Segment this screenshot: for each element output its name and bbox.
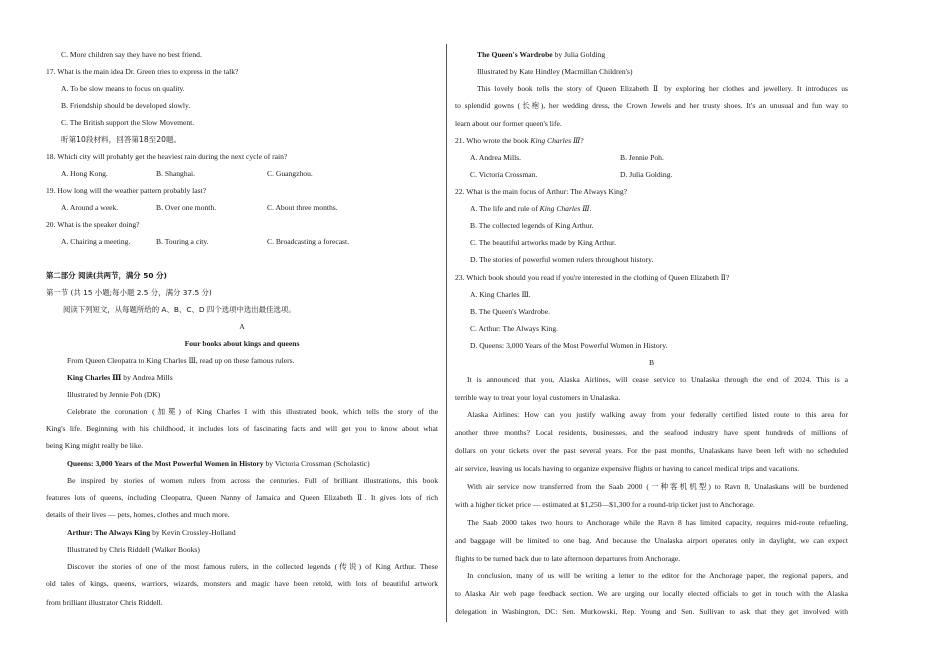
book1-line3: being King might really be like.	[46, 441, 144, 450]
book4-illustrator: Illustrated by Kate Hindley (Macmillan Children's)	[477, 67, 633, 76]
book2-title: Queens: 3,000 Years of the Most Powerful Women in History	[67, 459, 264, 468]
q20-stem: 20. What is the speaker doing?	[46, 220, 140, 229]
q22-option-b: B. The collected legends of King Arthur.	[470, 221, 594, 230]
q22-option-a-end: .	[589, 204, 592, 213]
book3-title: Arthur: The Always King	[67, 528, 151, 537]
book2-line1: Be inspired by stories of women rulers from across the centuries. Full of brilliant illustrations, this book	[67, 476, 438, 485]
q17-stem: 17. What is the main idea Dr. Green tries to express in the talk?	[46, 67, 239, 76]
book2-line2: features lots of queens, including Cleopatra, Queen Nanny of Jamaica and Queen Elizabeth Ⅱ. It gives lots of rich	[46, 493, 438, 502]
book3-line2: old tales of kings, queens, warriors, wizards, monsters and magic have been retold, with lots of beautiful artwork	[46, 579, 438, 588]
q21-stem	[455, 132, 584, 149]
q23-option-c: C. Arthur: The Always King.	[470, 324, 559, 333]
book4-line3: learn about our former queen's life.	[455, 119, 562, 128]
book4-title: The Queen's Wardrobe	[477, 50, 553, 59]
q23-option-b: B. The Queen's Wardrobe.	[470, 307, 550, 316]
q22-option-d: D. The stories of powerful women rulers throughout history.	[470, 255, 654, 264]
section1-title: 第一节 (共 15 小题;每小题 2.5 分，满分 37.5 分)	[46, 288, 212, 297]
book4-line2: to splendid gowns (长袍), her wedding dress, the Crown Jewels and her trusty shoes. It's an unusual and fun way to	[455, 101, 848, 110]
book1-author: by Andrea Mills	[121, 373, 173, 382]
q23-option-a: A. King Charles Ⅲ.	[470, 290, 531, 299]
part2-title: 第二部分 阅读(共两节，满分 50 分)	[46, 271, 167, 280]
q22-stem: 22. What is the main focus of Arthur: The Always King?	[455, 187, 628, 196]
reading-instruction: 阅读下列短文，从每题所给的 A、B、C、D 四个选项中选出最佳选项。	[63, 305, 296, 314]
q23-stem: 23. Which book should you read if you're interested in the clothing of Queen Elizabeth Ⅱ?	[455, 273, 730, 282]
book2-author: by Victoria Crossman (Scholastic)	[263, 459, 370, 468]
book3-author: by Kevin Crossley-Holland	[150, 528, 236, 537]
passage-a-title: Four books about kings and queens	[184, 339, 300, 348]
b-p5-line3: delegation in Washington, DC: Sen. Murkowski, Rep. Young and Sen. Sullivan to ask that they get involved with	[455, 607, 848, 616]
book1-title: King Charles Ⅲ	[67, 373, 122, 382]
book4-line1: This lovely book tells the story of Queen Elizabeth Ⅱ by exploring her clothes and jewellery. It introduces us	[477, 84, 848, 93]
book3-heading	[67, 524, 236, 541]
book4-author: by Julia Golding	[552, 50, 606, 59]
q21-option-a: A. Andrea Mills.	[470, 153, 522, 162]
q19-option-b: B. Over one month.	[156, 203, 217, 212]
book2-heading	[67, 455, 370, 472]
book1-line1: Celebrate the coronation (加冕) of King Charles I with this illustrated book, which tells the story of the	[67, 407, 438, 416]
b-p5-line2: to Alaska Air web page feedback section. We are urging our locally elected officials to get in touch with the Alaska	[455, 589, 848, 598]
book1-line2: King's life. Beginning with his childhood, it includes lots of fascinating facts and will get you to know about what	[46, 424, 438, 433]
book1-heading	[67, 369, 173, 386]
column-divider	[446, 44, 447, 622]
book2-line3: details of their lives — pets, homes, clothes and much more.	[46, 510, 230, 519]
q23-option-d: D. Queens: 3,000 Years of the Most Powerful Women in History.	[470, 341, 668, 350]
book1-illustrator: Illustrated by Jennie Poh (DK)	[67, 390, 161, 399]
q18-stem: 18. Which city will probably get the heaviest rain during the next cycle of rain?	[46, 152, 288, 161]
book3-illustrator: Illustrated by Chris Riddell (Walker Books)	[67, 545, 200, 554]
passage-a-intro: From Queen Cleopatra to King Charles Ⅲ, read up on these famous rulers.	[67, 356, 295, 365]
q16-option-c: C. More children say they have no best friend.	[61, 50, 202, 59]
q21-stem-text: 21. Who wrote the book	[455, 136, 531, 145]
q22-option-c: C. The beautiful artworks made by King Arthur.	[470, 238, 617, 247]
q17-option-a: A. To be slow means to focus on quality.	[61, 84, 185, 93]
q21-option-b: B. Jennie Poh.	[620, 153, 664, 162]
b-p2-line3: dollars on your tickets over the past several years. For the past months, Unalaskans have been left with no scheduled	[455, 446, 848, 455]
q18-option-a: A. Hong Kong.	[61, 169, 108, 178]
q20-option-c: C. Broadcasting a forecast.	[267, 237, 350, 246]
q20-option-a: A. Chairing a meeting.	[61, 237, 131, 246]
book3-line3: from brilliant illustrator Chris Riddell.	[46, 598, 163, 607]
q22-option-a	[470, 200, 592, 217]
b-p3-line1: With air service now transferred from the Saab 2000 (一种客机机型) to Ravn 8, Unalaskans will be burdened	[467, 482, 848, 491]
b-p3-line2: with a higher ticket price — estimated at $1,250—$1,300 for a round-trip ticket just to Anchorage.	[455, 500, 755, 509]
book4-heading	[477, 46, 605, 63]
book3-line1: Discover the stories of one of the most famous rulers, in the collected legends (传说) of King Arthur. These	[67, 562, 438, 571]
q19-option-c: C. About three months.	[267, 203, 338, 212]
q22-option-a-italic: King Charles Ⅲ	[539, 204, 590, 213]
listening-note: 听第10段材料，回答第18至20题。	[61, 135, 182, 144]
q22-option-a-text: A. The life and rule of	[470, 204, 540, 213]
q21-option-c: C. Victoria Crossman.	[470, 170, 538, 179]
b-p2-line4: air service, leaving us locals having to organize expensive flights or having to cancel medical trips and vacations.	[455, 464, 800, 473]
q20-option-b: B. Touring a city.	[156, 237, 209, 246]
q17-option-b: B. Friendship should be developed slowly.	[61, 101, 191, 110]
passage-b-label: B	[648, 358, 655, 367]
b-p2-line1: Alaska Airlines: How can you justify walking away from your federally certified listed route to this area for	[467, 410, 848, 419]
passage-a-label: A	[239, 322, 245, 331]
b-p4-line2: and baggage will be limited to one bag. And because the Unalaska airport operates only in daylight, we can expect	[455, 536, 848, 545]
q18-option-c: C. Guangzhou.	[267, 169, 313, 178]
q18-option-b: B. Shanghai.	[156, 169, 196, 178]
b-p4-line1: The Saab 2000 takes two hours to Anchorage while the Ravn 8 has limited capacity, requires mid-route refueling,	[467, 518, 848, 527]
b-p5-line1: In conclusion, many of us will be writing a letter to the editor for the Anchorage paper, the regional papers, and	[467, 571, 848, 580]
q17-option-c: C. The British support the Slow Movement.	[61, 118, 195, 127]
q21-stem-italic: King Charles Ⅲ	[530, 136, 581, 145]
q19-stem: 19. How long will the weather pattern probably last?	[46, 186, 207, 195]
b-p4-line3: flights to be turned back due to late afternoon departures from Anchorage.	[455, 554, 681, 563]
q21-option-d: D. Julia Golding.	[620, 170, 673, 179]
b-p1-line2: terrible way to treat your loyal customers in Unalaska.	[455, 393, 621, 402]
q19-option-a: A. Around a week.	[61, 203, 119, 212]
q21-stem-end: ?	[580, 136, 584, 145]
b-p2-line2: another three months? Local residents, businesses, and the seafood industry have spent hundreds of millions of	[455, 428, 848, 437]
b-p1-line1: It is announced that you, Alaska Airlines, will cease service to Unalaska through the end of 2024. This is a	[467, 375, 848, 384]
